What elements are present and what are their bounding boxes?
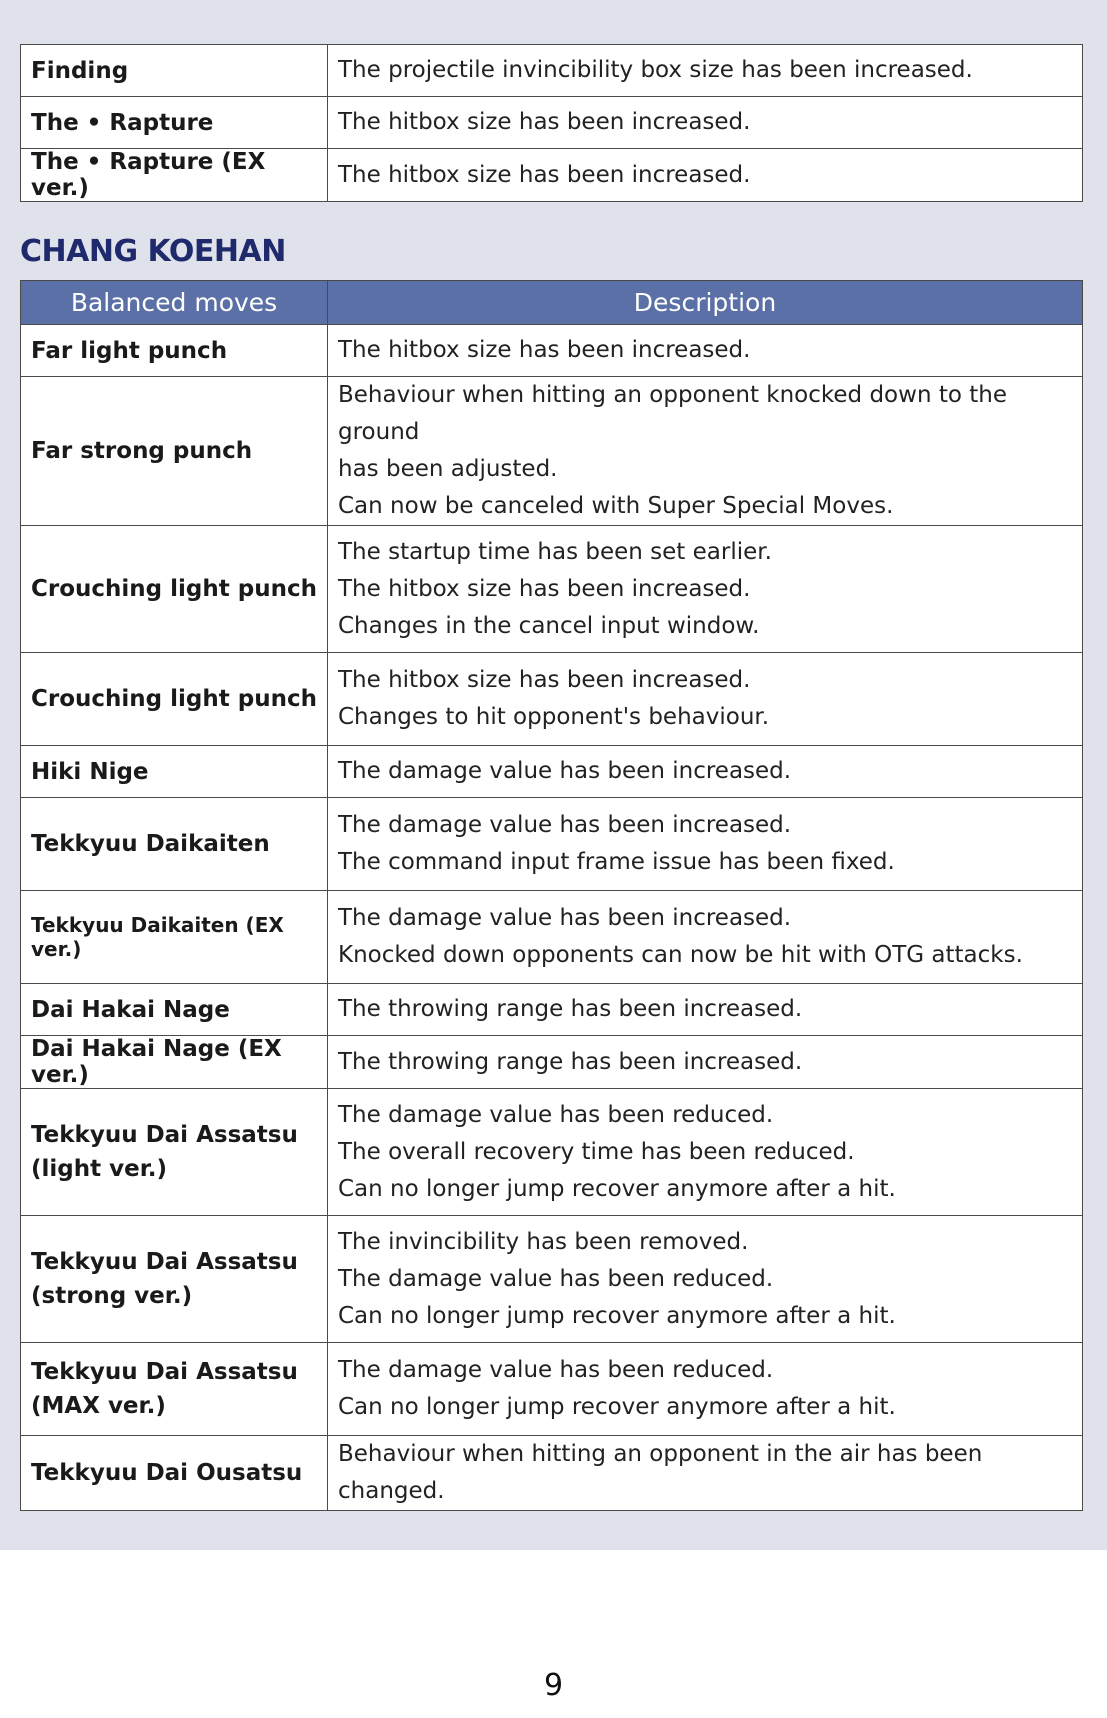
move-description	[328, 1036, 1083, 1089]
move-name: The • Rapture	[21, 97, 328, 149]
table-row	[21, 891, 1083, 984]
table-row	[21, 984, 1083, 1036]
move-description	[328, 45, 1083, 97]
description-line: The invincibility has been removed.	[338, 1228, 749, 1255]
table-row	[21, 1216, 1083, 1343]
table-row	[21, 325, 1083, 377]
description-line: The damage value has been increased.	[338, 905, 792, 931]
move-description	[328, 149, 1083, 202]
move-description	[328, 377, 1083, 526]
table-row	[21, 45, 1083, 97]
description-line: has been adjusted.	[338, 456, 558, 482]
description-line: The damage value has been reduced.	[338, 1265, 774, 1292]
move-description	[328, 984, 1083, 1036]
description-line: Changes in the cancel input window.	[338, 612, 760, 639]
move-name: Far strong punch	[21, 377, 328, 526]
move-description	[328, 526, 1083, 653]
table-row	[21, 1089, 1083, 1216]
table-row	[21, 798, 1083, 891]
description-line: The hitbox size has been increased.	[338, 337, 751, 363]
table-row	[21, 526, 1083, 653]
move-description	[328, 1343, 1083, 1436]
table-row	[21, 653, 1083, 746]
move-name: The • Rapture (EX ver.)	[21, 149, 328, 202]
move-name: Tekkyuu Dai Assatsu (MAX ver.)	[21, 1343, 328, 1436]
table-row	[21, 1343, 1083, 1436]
header-description: Description	[328, 281, 1083, 325]
move-name: Tekkyuu Dai Ousatsu	[21, 1436, 328, 1511]
description-line: The hitbox size has been increased.	[338, 109, 751, 135]
move-name: Far light punch	[21, 325, 328, 377]
description-line: The damage value has been increased.	[338, 758, 792, 784]
move-description	[328, 653, 1083, 746]
move-name: Tekkyuu Daikaiten (EX ver.)	[21, 891, 328, 984]
move-description	[328, 891, 1083, 984]
description-line: The damage value has been reduced.	[338, 1101, 774, 1128]
move-description	[328, 1216, 1083, 1343]
table-row	[21, 1436, 1083, 1511]
table-row	[21, 746, 1083, 798]
move-description	[328, 97, 1083, 149]
description-line: The hitbox size has been increased.	[338, 575, 751, 602]
table-row	[21, 1036, 1083, 1089]
description-line: Behaviour when hitting an opponent in the air has been changed.	[338, 1441, 983, 1504]
chang-koehan-moves-body	[21, 325, 1083, 1511]
description-line: The throwing range has been increased.	[338, 996, 803, 1022]
table-row	[21, 377, 1083, 526]
move-description	[328, 1089, 1083, 1216]
description-line: The throwing range has been increased.	[338, 1048, 803, 1075]
description-line: Knocked down opponents can now be hit with OTG attacks.	[338, 942, 1023, 968]
description-line: The projectile invincibility box size has been increased.	[338, 57, 973, 83]
move-name: Crouching light punch	[21, 526, 328, 653]
move-description	[328, 1436, 1083, 1511]
move-description	[328, 325, 1083, 377]
move-name: Tekkyuu Dai Assatsu (strong ver.)	[21, 1216, 328, 1343]
move-name: Finding	[21, 45, 328, 97]
section-title: CHANG KOEHAN	[20, 234, 286, 269]
description-line: Can now be canceled with Super Special Moves.	[338, 493, 894, 519]
description-line: The hitbox size has been increased.	[338, 667, 751, 693]
description-line: Can no longer jump recover anymore after a hit.	[338, 1394, 896, 1420]
description-line: Can no longer jump recover anymore after a hit.	[338, 1302, 896, 1329]
table-row	[21, 97, 1083, 149]
description-line: The damage value has been reduced.	[338, 1357, 774, 1383]
previous-character-moves-body	[21, 45, 1083, 202]
move-name: Tekkyuu Dai Assatsu (light ver.)	[21, 1089, 328, 1216]
description-line: The hitbox size has been increased.	[338, 161, 751, 188]
page-number: 9	[543, 1668, 564, 1703]
description-line: Behaviour when hitting an opponent knocked down to the ground	[338, 382, 1007, 445]
move-name: Tekkyuu Daikaiten	[21, 798, 328, 891]
description-line: Can no longer jump recover anymore after a hit.	[338, 1175, 896, 1202]
table-header-row	[21, 281, 1083, 325]
description-line: Changes to hit opponent's behaviour.	[338, 704, 770, 730]
description-line: The overall recovery time has been reduced.	[338, 1138, 855, 1165]
table-row	[21, 149, 1083, 202]
move-name: Dai Hakai Nage	[21, 984, 328, 1036]
move-name: Hiki Nige	[21, 746, 328, 798]
previous-character-moves-table	[20, 44, 1083, 202]
move-description	[328, 746, 1083, 798]
move-name: Crouching light punch	[21, 653, 328, 746]
chang-koehan-moves-table	[20, 280, 1083, 1511]
description-line: The startup time has been set earlier.	[338, 538, 772, 565]
description-line: The command input frame issue has been fixed.	[338, 849, 895, 875]
description-line: The damage value has been increased.	[338, 812, 792, 838]
header-balanced-moves: Balanced moves	[21, 281, 328, 325]
move-description	[328, 798, 1083, 891]
move-name: Dai Hakai Nage (EX ver.)	[21, 1036, 328, 1089]
